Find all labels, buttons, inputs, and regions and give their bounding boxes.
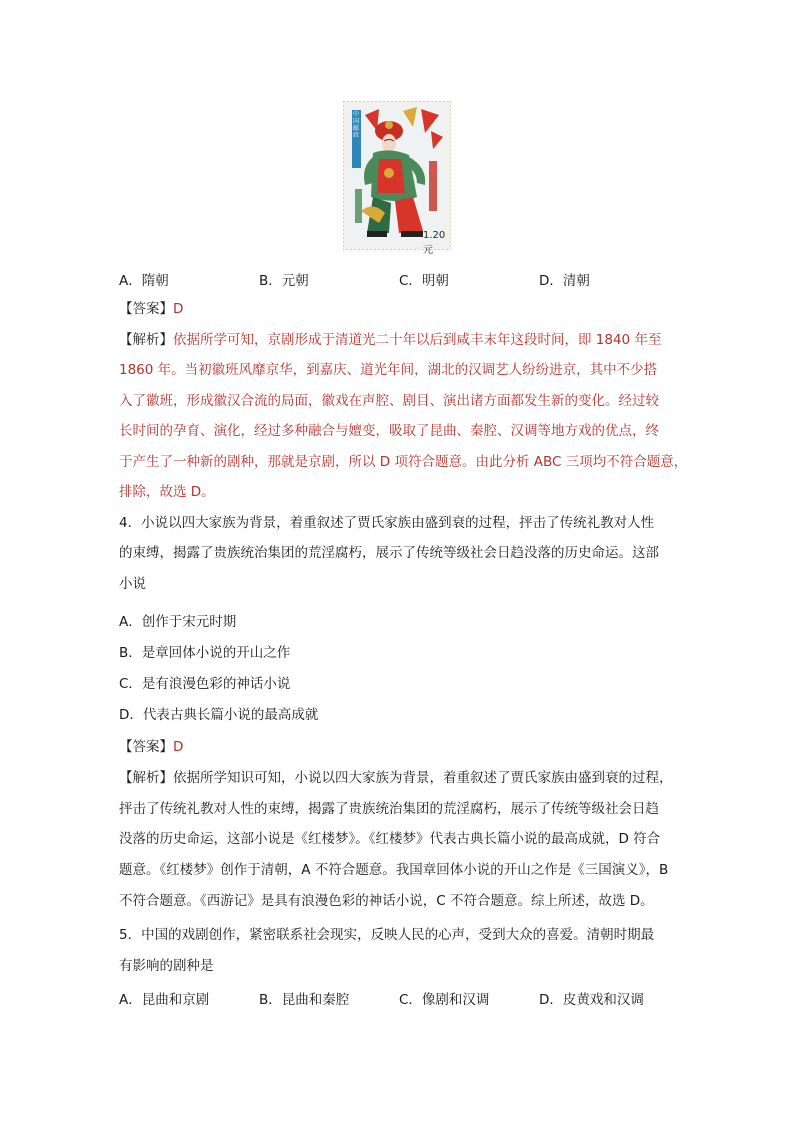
q4-analysis-label: 【解析】 (119, 770, 173, 786)
q5-stem-line-2: 有影响的剧种是 (119, 958, 214, 974)
q3-option-d: D．清朝 (539, 273, 590, 289)
q3-option-c: C．明朝 (399, 273, 449, 289)
q4-analysis-line-2: 抨击了传统礼教对人性的束缚，揭露了贵族统治集团的荒淫腐朽，展示了传统等级社会日趋 (119, 801, 659, 817)
q3-analysis-label: 【解析】 (119, 332, 173, 348)
q5-option-d: D．皮黄戏和汉调 (539, 992, 644, 1008)
q3-option-b: B．元朝 (259, 273, 309, 289)
q5-option-a: A．昆曲和京剧 (119, 992, 210, 1008)
q4-analysis-line-3: 没落的历史命运，这部小说是《红楼梦》。《红楼梦》代表古典长篇小说的最高成就，D 符合 (119, 831, 661, 847)
stamp-country-text: 中国邮政 (353, 111, 360, 139)
q3-analysis-line-2: 1860 年。当初徽班风靡京华，到嘉庆、道光年间，湖北的汉调艺人纷纷进京，其中不少搭 (119, 362, 658, 378)
q3-analysis-line-6: 排除，故选 D。 (119, 484, 215, 500)
q3-analysis-line-3: 入了徽班，形成徽汉合流的局面，徽戏在声腔、剧目、演出诸方面都发生新的变化。经过较 (119, 393, 659, 409)
q4-stem-line-3: 小说 (119, 576, 146, 592)
q5-stem-line-1: 5．中国的戏剧创作，紧密联系社会现实，反映人民的心声，受到大众的喜爱。清朝时期最 (119, 927, 655, 943)
q4-option-b: B．是章回体小说的开山之作 (119, 645, 291, 661)
q4-answer-label: 【答案】 (119, 739, 173, 755)
q4-option-d: D．代表古典长篇小说的最高成就 (119, 707, 319, 723)
q5-option-b: B．昆曲和秦腔 (259, 992, 350, 1008)
q3-answer-label: 【答案】 (119, 301, 173, 317)
q3-answer-value: D (173, 301, 184, 317)
peking-opera-stamp-image (343, 101, 451, 256)
q5-option-c: C．像剧和汉调 (399, 992, 490, 1008)
q3-analysis-text-1: 依据所学可知，京剧形成于清道光二十年以后到咸丰末年这段时间，即 1840 年至 (173, 332, 662, 348)
q4-option-a: A．创作于宋元时期 (119, 614, 237, 630)
q4-analysis-line-1 (119, 768, 673, 788)
q4-stem-line-1: 4．小说以四大家族为背景，着重叙述了贾氏家族由盛到衰的过程，抨击了传统礼教对人性 (119, 515, 655, 531)
q4-stem-line-2: 的束缚，揭露了贵族统治集团的荒淫腐朽，展示了传统等级社会日趋没落的历史命运。这部 (119, 545, 659, 561)
q4-analysis-line-4: 题意。《红楼梦》创作于清朝，A 不符合题意。我国章回体小说的开山之作是《三国演义》，B (119, 862, 669, 878)
q4-answer-line (119, 737, 183, 757)
q3-analysis-line-1 (119, 330, 661, 350)
q4-analysis-line-5: 不符合题意。《西游记》是具有浪漫色彩的神话小说，C 不符合题意。综上所述，故选 D。 (119, 893, 654, 909)
q3-analysis-line-5: 于产生了一种新的剧种，那就是京剧，所以 D 项符合题意。由此分析 ABC 三项均不符合题意， (119, 454, 688, 470)
q3-option-a: A．隋朝 (119, 273, 169, 289)
stamp-denomination: 1.20元 (423, 230, 446, 256)
q3-analysis-line-4: 长时间的孕育、演化，经过多种融合与嬗变，吸取了昆曲、秦腔、汉调等地方戏的优点，终 (119, 423, 659, 439)
q4-answer-value: D (173, 739, 184, 755)
q3-answer-line (119, 299, 183, 319)
q4-analysis-text-1: 依据所学知识可知，小说以四大家族为背景，着重叙述了贾氏家族由盛到衰的过程， (173, 770, 673, 786)
q4-option-c: C．是有浪漫色彩的神话小说 (119, 676, 291, 692)
